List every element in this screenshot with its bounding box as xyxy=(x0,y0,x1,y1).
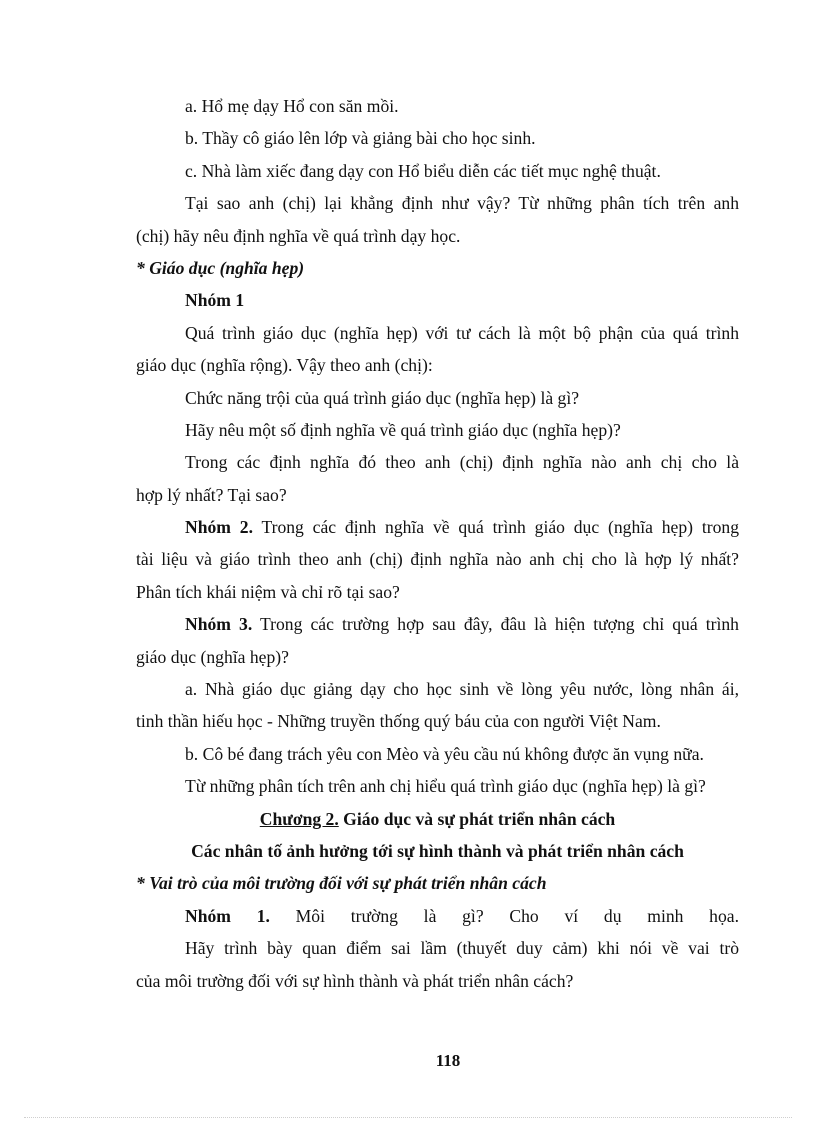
paragraph-line: giáo dục (nghĩa hẹp)? xyxy=(136,646,289,667)
subsection-heading: Các nhân tố ảnh hưởng tới sự hình thành và phát triển nhân cách xyxy=(191,840,684,861)
paragraph-line: b. Thầy cô giáo lên lớp và giảng bài cho học sinh. xyxy=(185,128,536,149)
paragraph-line: Từ những phân tích trên anh chị hiểu quá trình giáo dục (nghĩa hẹp) là gì? xyxy=(185,776,706,797)
paragraph-line: Trong các định nghĩa đó theo anh (chị) định nghĩa nào anh chị cho là xyxy=(185,452,739,473)
paragraph-line: tài liệu và giáo trình theo anh (chị) định nghĩa nào anh chị cho là hợp lý nhất? xyxy=(136,549,739,570)
paragraph-line: tinh thần hiếu học - Những truyền thống quý báu của con người Việt Nam. xyxy=(136,711,661,732)
paragraph-line: b. Cô bé đang trách yêu con Mèo và yêu cầu nú không được ăn vụng nữa. xyxy=(185,743,704,764)
paragraph-text: Trong các định nghĩa về quá trình giáo dục (nghĩa hẹp) trong xyxy=(252,517,739,538)
paragraph-line: Hãy trình bày quan điểm sai lầm (thuyết duy cảm) khi nói về vai trò xyxy=(185,938,739,959)
section-heading: * Vai trò của môi trường đối với sự phát triển nhân cách xyxy=(136,873,547,894)
group-label: Nhóm 2. xyxy=(185,517,253,538)
page-content xyxy=(136,90,739,997)
paragraph-text: Trong các trường hợp sau đây, đâu là hiện tượng chỉ quá trình xyxy=(252,614,739,635)
chapter-number: Chương 2. xyxy=(259,808,339,829)
chapter-heading xyxy=(136,803,739,835)
group-label: Nhóm 3. xyxy=(185,614,253,635)
page-border xyxy=(24,1117,792,1118)
paragraph-line: của môi trường đối với sự hình thành và phát triển nhân cách? xyxy=(136,970,574,991)
paragraph-line: hợp lý nhất? Tại sao? xyxy=(136,484,287,505)
group-label: Nhóm 1. xyxy=(185,905,270,926)
paragraph-text: Môi trường là gì? Cho ví dụ minh họa. xyxy=(269,905,739,926)
chapter-title: Giáo dục và sự phát triển nhân cách xyxy=(338,808,616,829)
paragraph-line: Tại sao anh (chị) lại khẳng định như vậy? Từ những phân tích trên anh xyxy=(185,193,739,214)
paragraph-line: a. Hổ mẹ dạy Hổ con săn mồi. xyxy=(185,96,399,116)
paragraph-line: giáo dục (nghĩa rộng). Vậy theo anh (chị): xyxy=(136,355,433,376)
paragraph-line: Quá trình giáo dục (nghĩa hẹp) với tư cách là một bộ phận của quá trình xyxy=(185,322,739,343)
paragraph-line: Chức năng trội của quá trình giáo dục (nghĩa hẹp) là gì? xyxy=(185,387,580,408)
paragraph-line xyxy=(136,608,739,640)
section-heading: * Giáo dục (nghĩa hẹp) xyxy=(136,257,305,278)
paragraph-line: (chị) hãy nêu định nghĩa về quá trình dạy học. xyxy=(136,225,461,246)
paragraph-line: c. Nhà làm xiếc đang dạy con Hổ biểu diễn các tiết mục nghệ thuật. xyxy=(185,160,661,181)
group-heading: Nhóm 1 xyxy=(185,290,245,311)
paragraph-line xyxy=(136,511,739,543)
paragraph-line xyxy=(136,900,739,932)
paragraph-line: Phân tích khái niệm và chỉ rõ tại sao? xyxy=(136,581,400,602)
paragraph-line: a. Nhà giáo dục giảng dạy cho học sinh về lòng yêu nước, lòng nhân ái, xyxy=(185,679,739,700)
page-number: 118 xyxy=(435,1051,461,1070)
paragraph-line: Hãy nêu một số định nghĩa về quá trình giáo dục (nghĩa hẹp)? xyxy=(185,419,621,440)
